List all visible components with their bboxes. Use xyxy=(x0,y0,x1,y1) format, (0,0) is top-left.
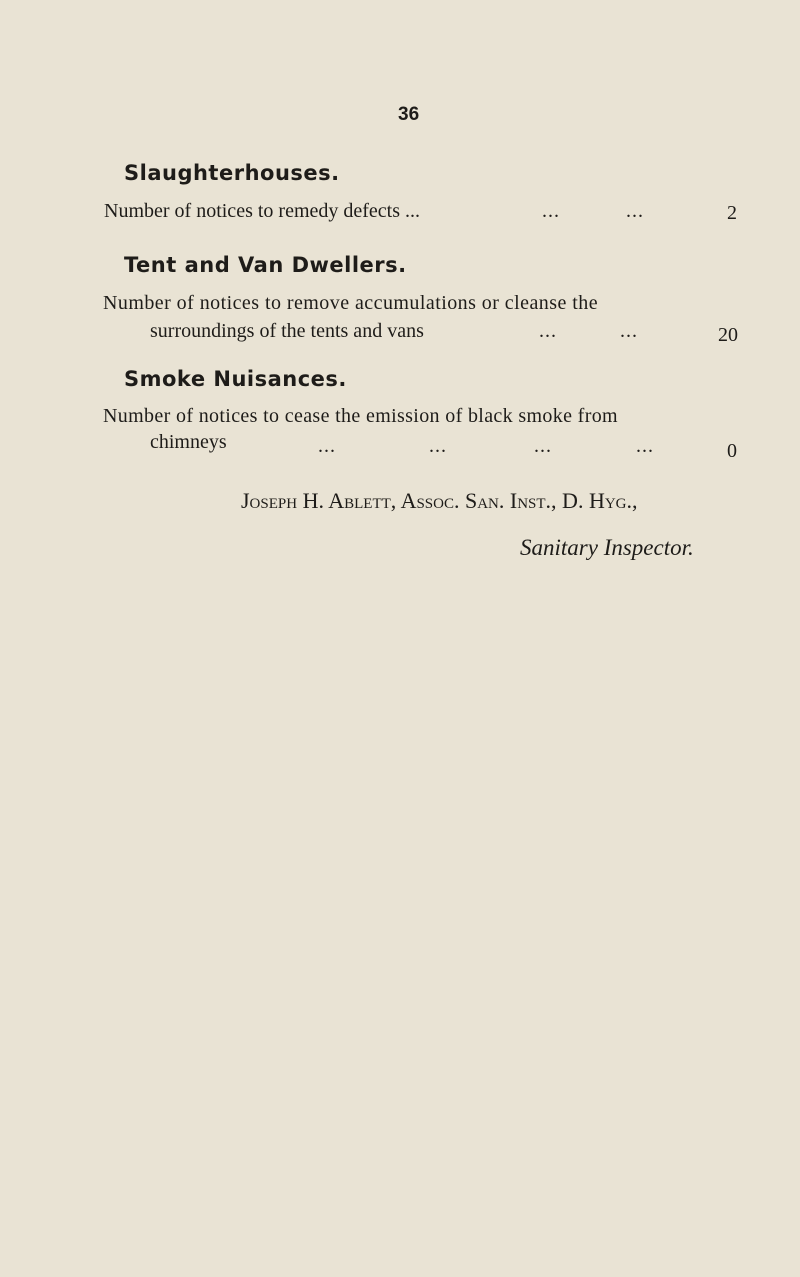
leader-dots: ... xyxy=(620,320,638,342)
leader-dots: ... xyxy=(429,435,447,457)
leader-dots: ... xyxy=(318,435,336,457)
smoke-nuisances-line-1: Number of notices to cease the emission of black smoke from xyxy=(103,405,618,427)
leader-dots: ... xyxy=(534,435,552,457)
smoke-nuisances-value: 0 xyxy=(727,440,737,462)
leader-dots: ... xyxy=(539,320,557,342)
leader-dots: ... xyxy=(636,435,654,457)
section-heading-smoke-nuisances: Smoke Nuisances. xyxy=(124,367,347,391)
leader-dots: ... xyxy=(542,200,560,222)
leader-dots: ... xyxy=(626,200,644,222)
section-heading-slaughterhouses: Slaughterhouses. xyxy=(124,161,340,185)
tent-and-van-value: 20 xyxy=(718,324,738,346)
slaughterhouses-value: 2 xyxy=(727,202,737,224)
slaughterhouses-line: Number of notices to remedy defects ... xyxy=(104,200,421,222)
tent-and-van-line-2: surroundings of the tents and vans xyxy=(150,320,424,342)
tent-and-van-line-1: Number of notices to remove accumulations or cleanse the xyxy=(103,292,599,314)
signature-title: Sanitary Inspector. xyxy=(520,535,694,560)
section-heading-tent-and-van-dwellers: Tent and Van Dwellers. xyxy=(124,253,407,277)
page-number: 36 xyxy=(398,104,420,125)
signature-name: Joseph H. Ablett, Assoc. San. Inst., D. Hyg., xyxy=(241,488,638,513)
smoke-nuisances-line-2: chimneys xyxy=(150,431,227,453)
